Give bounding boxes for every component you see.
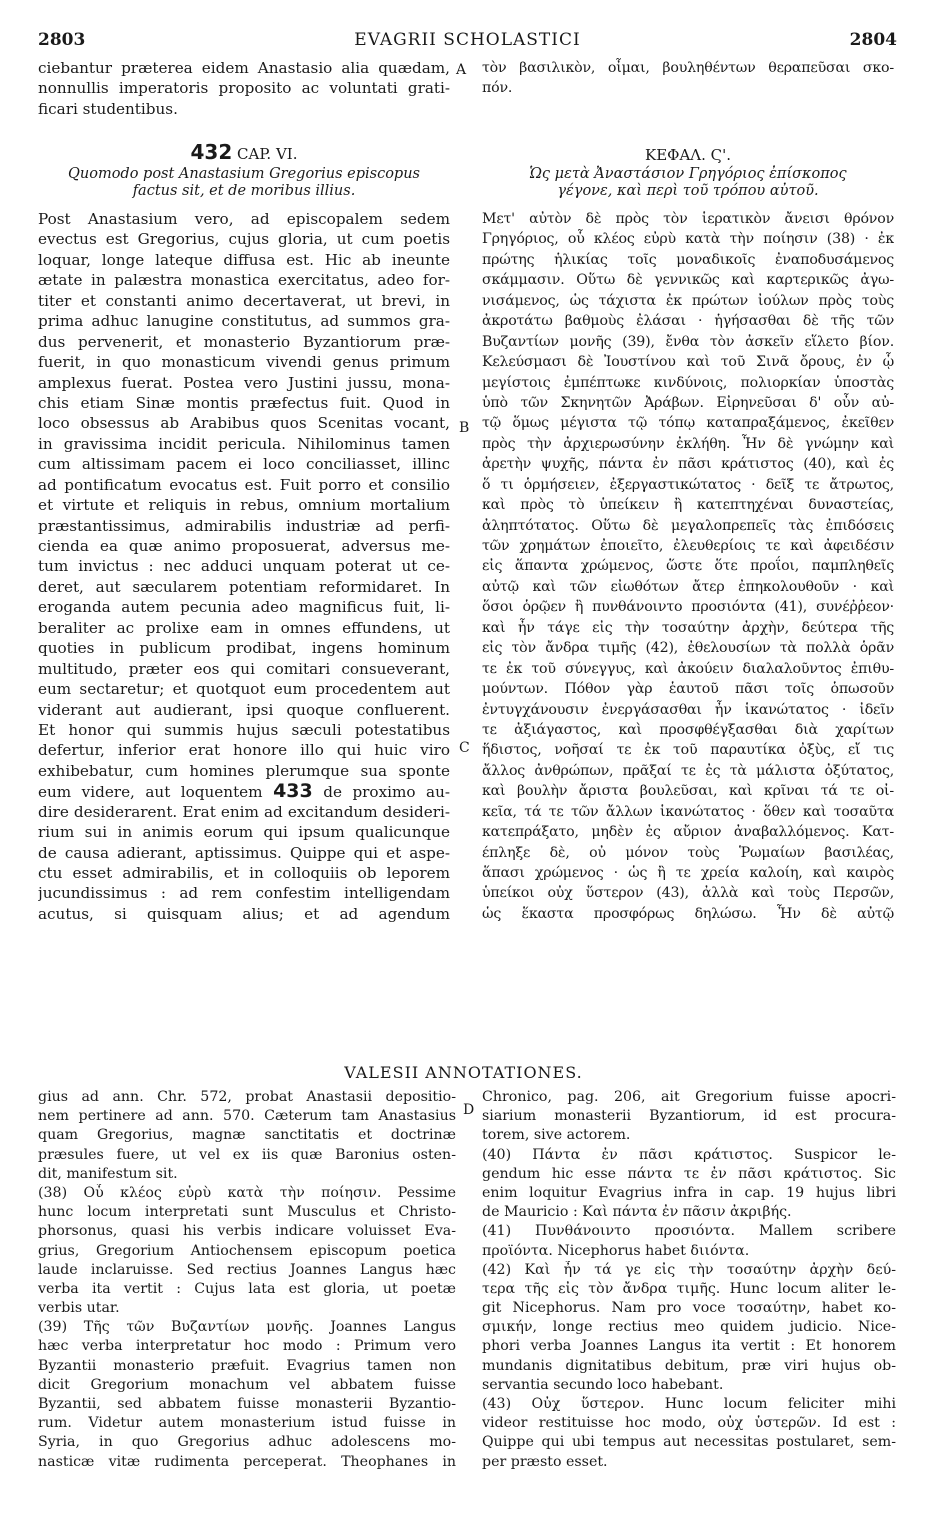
text-line: ἀρετὴν ψυχῆς, πάντα ἐν πᾶσι κράτιστος (40), καὶ ἐς <box>482 456 894 473</box>
text-line: ἐντυγχάνουσιν ἐνεργάσασθαι ἦν ἱκανώτατος · ἰδεῖν <box>482 701 894 718</box>
text-line: τῷ ὅμως μέγιστα τῷ τόπῳ καταπραξάμενος, ἐκεῖθεν <box>482 415 894 432</box>
note-line: (39) Τῆς τῶν Βυζαντίων μονῆς. Joannes Langus <box>38 1319 456 1336</box>
note-line: præsules fuere, ut vel ex iis quæ Baronius osten- <box>38 1146 456 1163</box>
text-line: ἥδιστος, νοῆσαί τε ἐκ τοῦ παραυτίκα ὀξὺς, εἴ τις <box>482 742 894 759</box>
margin-letter-b: B <box>459 420 470 436</box>
note-line: laude inclaruisse. Sed rectius Joannes Langus hæc <box>38 1261 456 1278</box>
note-line: Quippe qui ubi tempus aut necessitas postularet, sem- <box>482 1434 896 1451</box>
text-segment: eum videre, aut loquentem <box>38 783 263 802</box>
note-line: videor restituisse hoc modo, οὐχ ὑστερῶν. Id est : <box>482 1415 896 1432</box>
text-line: nonnullis imperatoris proposito ac voluntati grati- <box>38 79 450 98</box>
note-line: Chronico, pag. 206, ait Gregorium fuisse apocri- <box>482 1089 896 1105</box>
title-line: Quomodo post Anastasium Gregorius episcopus <box>67 166 420 182</box>
note-line: phori verba Joannes Langus ita vertit : Et honorem <box>482 1338 896 1355</box>
text-line: ad pontificatum evocatus est. Fuit porro et consilio <box>38 475 450 494</box>
text-line: καὶ ἦν τάγε εἰς τὴν τοσαύτην ἀρχὴν, δεύτερα τῆς <box>482 619 894 636</box>
text-line: deret, aut sæcularem potentiam reformidaret. In <box>38 577 450 596</box>
text-line: καὶ πρὸς τὸ ὑπείκειν ἢ κατεπτηχέναι δυναστείας, <box>482 497 894 514</box>
text-line: defertur, inferior erat honore illo qui huic viro <box>38 741 450 760</box>
text-line: έπληξε δὲ, οὐ μόνον τοὺς Ῥωμαίων βασιλέας, <box>482 844 894 861</box>
annotations-right-column <box>482 1088 896 1472</box>
note-line: (40) Πάντα ἐν πᾶσι κράτιστος. Suspicor le- <box>482 1146 896 1163</box>
title-line: factus sit, et de moribus illius. <box>132 183 356 199</box>
note-line: σμικήν, longe rectius meo quidem judicio. Nice- <box>482 1319 896 1336</box>
note-line: enim loquitur Evagrius infra in cap. 19 hujus libri <box>482 1184 896 1201</box>
note-line: per præsto esset. <box>482 1453 608 1470</box>
text-line: Γρηγόριος, οὗ κλέος εὐρὺ κατὰ τὴν ποίησιν (38) · ἐκ <box>482 231 894 248</box>
intro-latin <box>38 58 450 119</box>
text-line: πρὸς τὴν ἀρχιερωσύνην ἐκλήθη. Ἦν δὲ γνώμην καὶ <box>482 435 894 452</box>
text-line: prima adhuc lanugine constitutus, ad summos gra- <box>38 312 450 331</box>
note-line: grius, Gregorium Antiochensem episcopum poetica <box>38 1242 456 1259</box>
text-line: τὸν βασιλικὸν, οἶμαι, βουληθέντων θεραπεῦσαι σκο- <box>482 60 894 76</box>
text-line: Μετ' αὐτὸν δὲ πρὸς τὸν ἱερατικὸν ἄνεισι θρόνον <box>482 211 894 227</box>
text-line: ὡς ἕκαστα προσφόρως δηλώσω. Ἦν δὲ αὐτῷ <box>482 905 894 922</box>
note-line: rum. Videtur autem monasterium istud fuisse in <box>38 1415 456 1432</box>
text-line: τε ἀξιάγαστος, καὶ προσφθέγξασθαι διὰ χαρίτων <box>482 721 894 738</box>
note-line: de Mauricio : Καὶ πάντα ἐν πᾶσιν ἀκριβής. <box>482 1204 792 1221</box>
text-line: exhibebatur, cum homines plerumque sua sponte <box>38 761 450 780</box>
note-line: τερα τῆς εἰς τὸν ἄνδρα τιμῆς. Hunc locum aliter le- <box>482 1280 896 1297</box>
text-line: viderant aut audierant, ipsi quoque confluerent. <box>38 700 450 719</box>
text-line: in gravissima incidit pericula. Nihilominus tamen <box>38 434 450 453</box>
chapter-label: ΚΕΦΑΛ. Ϛ'. <box>644 146 732 164</box>
column-number: 433 <box>273 781 313 802</box>
note-line: Syria, in quo Gregorius adhuc adolescens mo- <box>38 1434 456 1451</box>
text-line: Et honor qui summis hujus sæculi potestatibus <box>38 720 450 739</box>
text-line: ὅσοι ὁρῷεν ἢ πυνθάνοιντο προσιόντα (41), συνέῤῥεον· <box>482 599 894 616</box>
note-line: (38) Οὗ κλέος εὐρὺ κατὰ τὴν ποίησιν. Pessime <box>38 1184 456 1201</box>
text-line: titer et constanti animo decertaverat, ut brevi, in <box>38 291 450 310</box>
text-line: quoties in publicum prodibat, ingens hominum <box>38 639 450 658</box>
text-line: ἀληπτότατος. Οὕτω δὲ μεγαλοπρεπεῖς τὰς ἐπιδόσεις <box>482 517 894 534</box>
note-line: (42) Καὶ ἦν τά γε εἰς τὴν τοσαύτην ἀρχὴν δεύ- <box>482 1261 896 1278</box>
note-line: dicit Gregorium monachum vel abbatem fuisse <box>38 1376 456 1393</box>
intro-greek <box>482 58 894 99</box>
text-line: μεγίστοις ἐμπέπτωκε κινδύνοις, πολιορκίαν ὑποστὰς <box>482 374 894 391</box>
text-line: κεῖα, τά τε τῶν ἄλλων ἱκανώτατος · ὅθεν καὶ τοσαῦτα <box>482 803 894 820</box>
text-line: rium sui in animis eorum qui ipsum qualicunque <box>38 823 450 842</box>
margin-letter-a: A <box>456 62 467 78</box>
running-header <box>38 30 897 54</box>
text-line: dus pervenerit, et monasterio Byzantiorum præ- <box>38 332 450 351</box>
text-segment: de proximo au- <box>323 783 450 802</box>
text-line: fuerit, in quo monasticum vivendi genus primum <box>38 353 450 372</box>
chapter-title-latin <box>38 166 450 200</box>
text-line: beraliter ac prolixe eam in omnes effundens, ut <box>38 618 450 637</box>
note-line: siarium monasterii Byzantiorum, id est procura- <box>482 1108 896 1125</box>
text-line: ctu esset admirabilis, et in colloquiis ob leporem <box>38 864 450 882</box>
text-line: ὑπὸ τῶν Σκηνητῶν Ἀράβων. Εἰρηνεῦσαι δ' οὖν αὐ- <box>482 394 894 411</box>
text-line: ciebantur præterea eidem Anastasio alia quædam, <box>38 59 450 77</box>
column-number: 432 <box>190 140 233 164</box>
text-line: jucundissimus : ad rem confestim intelligendam <box>38 884 450 903</box>
note-line: προϊόντα. Nicephorus habet διιόντα. <box>482 1242 750 1259</box>
text-line: loquar, longe lateque diffusa est. Hic ab ineunte <box>38 250 450 269</box>
text-line: præstantissimus, admirabilis industriæ ad perfi- <box>38 516 450 535</box>
chapter-label: CAP. VI. <box>237 145 298 163</box>
note-line: dit, manifestum sit. <box>38 1165 178 1182</box>
text-line: εἰς ἅπαντα χρώμενος, ὥστε ὅτε προΐοι, παμπληθεῖς <box>482 558 894 575</box>
text-line: dire desiderarent. Erat enim ad excitandum desideri- <box>38 802 450 821</box>
text-line: ἀκροτάτω βαθμοὺς ἐλάσαι · ἡγήσασθαι δὲ τῆς τῶν <box>482 313 894 330</box>
text-line-with-column-number <box>38 781 450 801</box>
chapter-heading-latin <box>38 140 450 164</box>
chapter-title-greek <box>482 166 894 200</box>
note-line: gendum hic esse πάντα τε ἐν πᾶσι κράτιστος. Sic <box>482 1165 896 1182</box>
margin-letter-c: C <box>459 740 470 756</box>
text-line: eum sectaretur; et quotquot eum procedentem aut <box>38 680 450 699</box>
note-line: Byzantii monasterio præfuit. Evagrius tamen non <box>38 1357 456 1374</box>
text-line: evectus est Gregorius, cujus gloria, ut cum poetis <box>38 230 450 249</box>
text-line: κατεπράξατο, μηδὲν ἐς αὔριον ἀναβαλλόμενος. Κατ- <box>482 824 894 841</box>
text-line: τε ἐκ τοῦ σύνεγγυς, καὶ ἀκούειν διαλαλοῦντος ἐπιθυ- <box>482 660 894 677</box>
page-number-left: 2803 <box>38 30 86 50</box>
chapter-heading-greek <box>482 146 894 164</box>
text-line: loco obsessus ab Arabibus quos Scenitas vocant, <box>38 414 450 433</box>
text-line: ἄλλος ἀνθρώπων, πρᾶξαί τε ἐς τὰ μάλιστα ὀξύτατος, <box>482 762 894 779</box>
note-line: (41) Πυνθάνοιντο προσιόντα. Mallem scribere <box>482 1223 896 1240</box>
text-line: ætate in palæstra monastica exercitatus, adeo for- <box>38 271 450 290</box>
text-line: ficari studentibus. <box>38 99 178 118</box>
note-line: verbis utar. <box>38 1300 120 1317</box>
text-line: cum altissimam pacem ei loco conciliasset, illinc <box>38 455 450 474</box>
text-line: amplexus fuerat. Postea vero Justini jussu, mona- <box>38 373 450 392</box>
note-line: quam Gregorius, magnæ sanctitatis et doctrinæ <box>38 1127 456 1144</box>
text-line: Post Anastasium vero, ad episcopalem sedem <box>38 210 450 228</box>
note-line: Byzantii, sed abbatem fuisse monasterii Byzantio- <box>38 1396 456 1412</box>
text-line: cienda ea quæ animo proposuerat, adversus me- <box>38 537 450 555</box>
title-line: γέγονε, καὶ περὶ τοῦ τρόπου αὐτοῦ. <box>557 183 819 199</box>
note-line: nasticæ vitæ rudimenta perceperat. Theophanes in <box>38 1453 456 1470</box>
note-line: hæc verba interpretatur hoc modo : Primum vero <box>38 1338 456 1355</box>
text-line: εἰς τὸν ἄνδρα τιμῆς (42), ἐθελουσίων τὰ πολλὰ ὁρᾶν <box>482 640 894 657</box>
note-line: mundanis dignitatibus debitum, præ viri hujus ob- <box>482 1357 896 1374</box>
text-line: πρώτης ἡλικίας τοῖς μοναδικοῖς ἐναποδυσάμενος <box>482 251 894 268</box>
text-line: Κελεύσμασι δὲ Ἰουστίνου καὶ τοῦ Σινᾶ ὄρους, ἐν ᾧ <box>482 354 894 371</box>
text-line: πόν. <box>482 80 513 97</box>
text-line: ἅπασι χρώμενος · ὡς ἢ τε χρεία καλοίη, καὶ καιρὸς <box>482 865 894 881</box>
text-line: αὐτῷ καὶ τῶν εἰωθότων ἄτερ ἐπηκολουθοῦν · καὶ <box>482 578 894 595</box>
text-line: μούντων. Πόθον γὰρ ἑαυτοῦ πᾶσι τοῖς ὁπωσοῦν <box>482 681 894 698</box>
page-number-right: 2804 <box>849 30 897 50</box>
greek-body <box>482 209 894 924</box>
annotations-left-column <box>38 1088 456 1472</box>
latin-body <box>38 209 450 924</box>
text-line: acutus, si quisquam alius; et ad agendum <box>38 904 450 923</box>
text-line: et virtute et reliquis in rebus, omnium mortalium <box>38 496 450 515</box>
note-line: verba ita vertit : Cujus lata est gloria, ut poetæ <box>38 1280 456 1297</box>
note-line: git Nicephorus. Nam pro voce τοσαύτην, habet κο- <box>482 1300 896 1317</box>
text-line: de causa adierant, aptissimus. Quippe qui et aspe- <box>38 843 450 862</box>
text-line: νισάμενος, ὡς τάχιστα ἐκ πρώτων ἰούλων πρὸς τοὺς <box>482 292 894 309</box>
margin-letter-d: D <box>463 1102 475 1118</box>
text-line: tum invictus : nec adduci unquam poterat ut ce- <box>38 557 450 576</box>
title-line: Ὡς μετὰ Ἀναστάσιον Γρηγόριος ἐπίσκοπος <box>529 166 847 182</box>
note-line: torem, sive actorem. <box>482 1127 631 1144</box>
note-line: nem pertinere ad ann. 570. Cæterum tam Anastasius <box>38 1108 456 1125</box>
text-line: καὶ βουλὴν ἄριστα βουλεῦσαι, καὶ κρῖναι τά τε οἰ- <box>482 783 894 800</box>
running-title: EVAGRII SCHOLASTICI <box>354 30 581 50</box>
text-line: ὑπείκοι οὐχ ὕστερον (43), ἀλλὰ καὶ τοὺς Περσῶν, <box>482 885 894 902</box>
annotations-heading: VALESII ANNOTATIONES. <box>344 1063 583 1082</box>
text-line: ὅ τι ὁρμήσειεν, ἐξεργαστικώτατος · δεῖξ τε ἄτρωτος, <box>482 476 894 493</box>
note-line: hunc locum interpretati sunt Musculus et Christo- <box>38 1204 456 1221</box>
note-line: gius ad ann. Chr. 572, probat Anastasii depositio- <box>38 1089 456 1105</box>
text-line: Βυζαντίων μονῆς (39), ἔνθα τὸν ἀσκεῖν εἵλετο βίον. <box>482 333 894 350</box>
note-line: phorsonus, quasi his verbis indicare voluisset Eva- <box>38 1223 456 1240</box>
text-line: τῶν χρημάτων ἐποιεῖτο, ἐλευθερίοις τε καὶ ἀφειδέσιν <box>482 538 894 554</box>
note-line: (43) Οὐχ ὕστερον. Hunc locum feliciter mihi <box>482 1396 896 1412</box>
text-line: multitudo, præter eos qui comitari consueverant, <box>38 659 450 678</box>
note-line: servantia secundo loco habebant. <box>482 1376 724 1393</box>
text-line: eroganda autem pecunia adeo magnificus fuit, li- <box>38 598 450 617</box>
text-line: σκάμμασιν. Οὕτω δὲ γεννικῶς καὶ καρτερικῶς ἀγω- <box>482 272 894 289</box>
text-line: chis etiam Sinæ montis præfectus fuit. Quod in <box>38 393 450 412</box>
